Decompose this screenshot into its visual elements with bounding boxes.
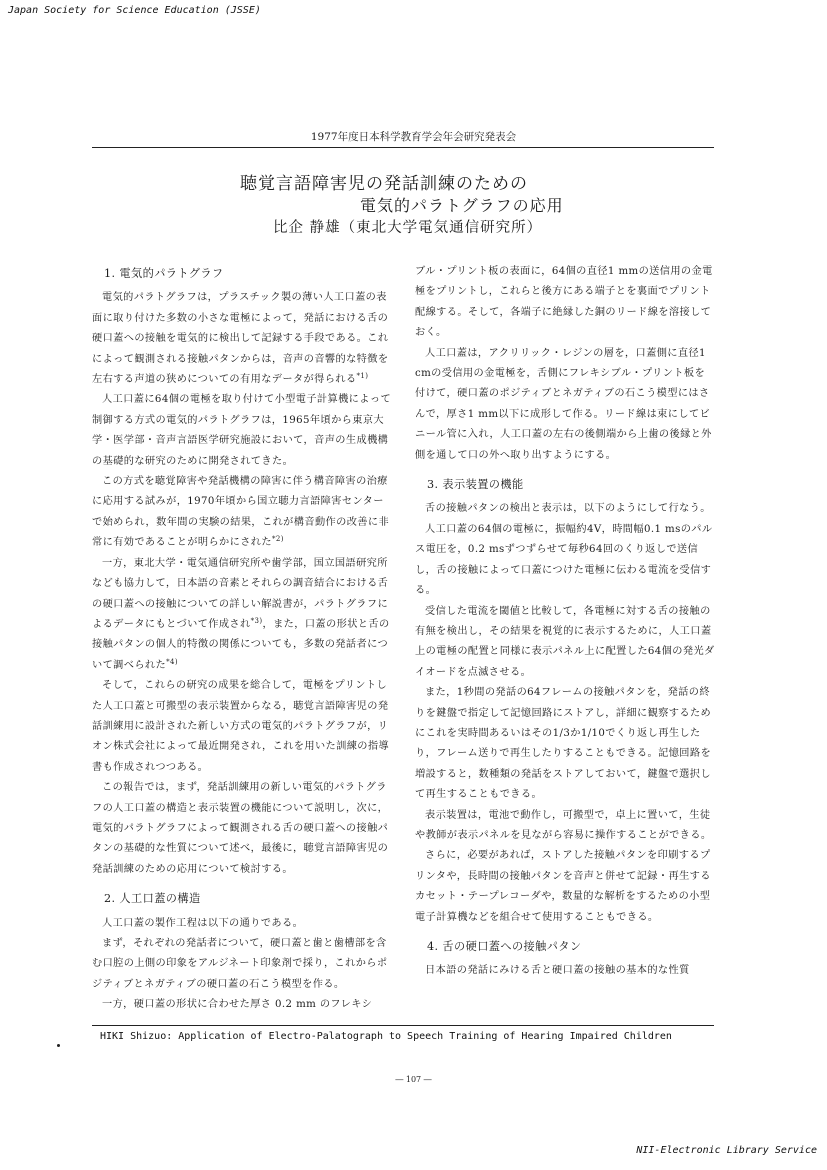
title-block bbox=[200, 173, 620, 239]
paper-title-line2: 電気的パラトグラフの応用 bbox=[360, 196, 564, 215]
citation: *1) bbox=[356, 372, 369, 381]
english-title: HIKI Shizuo: Application of Electro-Palatograph to Speech Training of Hearing Impaired Children bbox=[100, 1031, 672, 1042]
paragraph: 日本語の発話にみける舌と硬口蓋の接触の基本的な性質 bbox=[425, 965, 690, 977]
conference-name: 1977年度日本科学教育学会年会研究発表会 bbox=[310, 131, 517, 143]
paragraph: ブル・プリント板の表面に，64個の直径1 mmの送信用の金電極をプリントし，これらと後方にある端子とを裏面でプリント配線する。そして，各端子に絶縁した銅のリード線を溶接しておく。 bbox=[415, 266, 713, 339]
paragraph: この報告では，まず，発話訓練用の新しい電気的パラトグラフの人工口蓋の構造と表示装置の機能について説明し，次に，電気的パラトグラフによって観測される舌の硬口蓋への接触パタンの基礎的な性質について述べ，最後に，聴覚言語障害児の発話訓練のための応用について検討する。 bbox=[92, 782, 389, 875]
paragraph: この方式を聴覚障害や発話機構の障害に伴う構音障害の治療に応用する試みが，1970年頃から国立聴力言語障害センターで始められ，数年間の実験の結果，これが構音動作の改善に非常に有効であることが明らかにされた$^{*2)}$ bbox=[92, 476, 390, 549]
paragraph: 表示装置は，電池で動作し，可搬型で，卓上に置いて，生徒や教師が表示パネルを見ながら容易に操作することができる。 bbox=[415, 809, 712, 841]
paragraph: さらに，必要があれば，ストアした接触パタンを印刷するプリンタや，長時間の接触パタンを音声と併せて記録・再生するカセット・テープレコーダや，数量的な解析をするための小型電子計算機などを組合せて使用することもできる。 bbox=[415, 850, 711, 923]
page-header: Japan Society for Science Education (JSSE) bbox=[8, 5, 261, 16]
citation: *4) bbox=[166, 657, 179, 666]
paragraph: 人工口蓋に64個の電極を取り付けて小型電子計算機によって制御する方式の電気的パラトグラフは，1965年頃から東京大学・医学部・音声言語医学研究施設において，音声の生成機構の基礎的な研究のために開発されてきた。 bbox=[92, 394, 392, 467]
citation: *2) bbox=[272, 535, 284, 544]
citation: *3) bbox=[250, 616, 263, 625]
footer-rule bbox=[92, 1025, 714, 1026]
page-number: ― 107 ― bbox=[395, 1075, 432, 1084]
paragraph: まず，それぞれの発話者について，硬口蓋と歯と歯槽部を含む口腔の上側の印象をアルジネート印象剤で採り，これからポジティブとネガティブの硬口蓋の石こう模型を作る。 bbox=[92, 938, 388, 990]
page-footer: NII-Electronic Library Service bbox=[636, 1145, 817, 1156]
right-column bbox=[415, 262, 715, 982]
paragraph: 一方，東北大学・電気通信研究所や歯学部，国立国語研究所なども協力して，日本語の音素とそれらの調音結合における舌の硬口蓋への接触についての詳しい解説書が，パラトグラフによるデータにもとづいて作成され$^{*3)}$，また，口蓋の形状と舌の接触パタンの個人的特徴の関係についても，多数の発話者について調べられた$^{*4)}$ bbox=[92, 557, 390, 671]
section-heading: 1. 電気的パラトグラフ bbox=[104, 267, 224, 280]
paragraph: 受信した電流を閾値と比較して，各電極に対する舌の接触の有無を検出し，その結果を視覚的に表示するために，人工口蓋上の電極の配置と同様に表示パネル上に配置した64個の発光ダイオードを点滅させる。 bbox=[415, 605, 715, 678]
section-heading: 2. 人工口蓋の構造 bbox=[104, 892, 201, 906]
paragraph: 一方，硬口蓋の形状に合わせた厚さ 0.2 mm のフレキシ bbox=[102, 999, 373, 1011]
paragraph: そして，これらの研究の成果を総合して，電極をプリントした人工口蓋と可搬型の表示装置からなる，聴覚言語障害児の発話訓練用に設計された新しい方式の電気的パラトグラフが，リオン株式会社によって最近開発され，これを用いた訓練の指導書も作成されつつある。 bbox=[92, 680, 390, 773]
margin-dot bbox=[57, 1044, 60, 1047]
paragraph: 舌の接触パタンの検出と表示は，以下のようにして行なう。 bbox=[425, 503, 711, 515]
paragraph: 人工口蓋は，アクリリック・レジンの層を，口蓋側に直径1 cmの受信用の金電極を，舌側にフレキシブル・プリント板を付けて，硬口蓋のポジティブとネガティブの石こう模型にはさんで，厚さ1 mm以下に成形して作る。リード線は束にしてビニール管に入れ，人工口蓋の左右の後側端から上歯の後縁と外側を通して口の外へ取り出すようにする。 bbox=[415, 347, 712, 461]
paragraph: 人工口蓋の製作工程は以下の通りである。 bbox=[102, 917, 304, 929]
paragraph: また，1秒間の発話の64フレームの接触パタンを，発話の終りを鍵盤で指定して記憶回路にストアし，詳細に観察するためにこれを実時間あるいはその1/3か1/10でくり返し再生したり，フレーム送りで再生したりすることもできる。記憶回路を増設すると，数種類の発話をストアしておいて，鍵盤で選択して再生することもできる。 bbox=[415, 687, 712, 801]
author-line: 比企 静雄（東北大学電気通信研究所） bbox=[273, 220, 543, 236]
section-heading: 3. 表示装置の機能 bbox=[427, 478, 524, 492]
paper-title-line1: 聴覚言語障害児の発話訓練のための bbox=[240, 174, 528, 194]
paragraph: 電気的パラトグラフは，プラスチック製の薄い人工口蓋の表面に取り付けた多数の小さな電極によって，発話における舌の硬口蓋への接触を電気的に検出して記録する手段である。これによって観測される接触パタンからは，音声の音響的な特徴を左右する声道の狭めについての有用なデータが得られる$^{*1)}$ bbox=[92, 292, 389, 386]
section-heading: 4. 舌の硬口蓋への接触パタン bbox=[427, 940, 582, 953]
header-rule bbox=[92, 147, 714, 148]
paragraph: 人工口蓋の64個の電極に，振幅約4V，時間幅0.1 msのパルス電圧を，0.2 msずつずらせて毎秒64回のくり返しで送信し，舌の接触によって口蓋につけた電極に伝わる電流を受信する。 bbox=[415, 523, 713, 597]
left-column bbox=[92, 262, 394, 1016]
